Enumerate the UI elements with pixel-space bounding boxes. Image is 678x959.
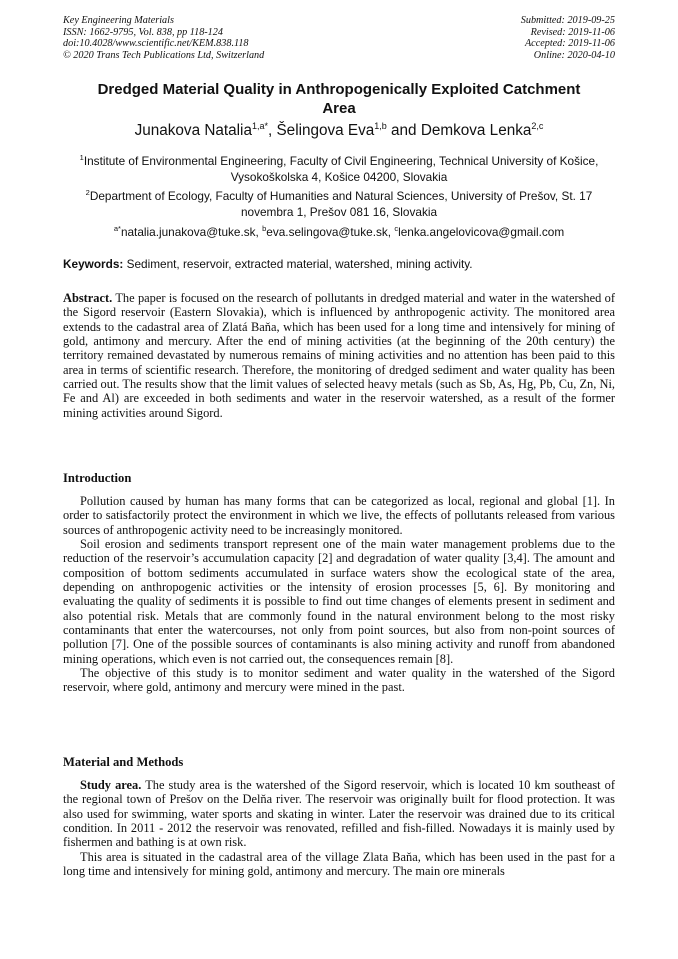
journal-header: [63, 15, 615, 61]
paragraph: Soil erosion and sediments transport represent one of the main water management problems due to the reduction of the reservoir’s accumulation capacity [2] and degradation of water quality [3,4]. The amount and composition of bottom sediments accumulated in surface waters show the ecological state of the area, depending on anthropogenic activities or the intensity of erosion processes [5, 6]. By monitoring and evaluating the quality of sediments it is possible to find out time changes of elements present in sediment and also potential risk. Metals that are commonly found in the natural environment belong to the most risky contaminants that enter the watercourses, not only from point sources, but also from non-point sources of pollution [7]. One of the possible sources of contaminants is also mining activity and runoff from abandoned mining operations, which even is not carried out, the consequences remain [8].: [63, 537, 615, 666]
author-name: Šelingova Eva: [276, 122, 375, 140]
author-name: Demkova Lenka: [420, 122, 532, 140]
affiliation-2: $^2$Department of Ecology, Faculty of Humanities and Natural Sciences, University of Prešov, St. 17 novembra 1, Prešov 081 16, Slovakia: [85, 188, 593, 219]
subsection-label: Study area.: [80, 778, 142, 792]
paper-title: Dredged Material Quality in Anthropogenically Exploited Catchment Area: [97, 81, 581, 117]
methods-body: [63, 778, 615, 878]
section-heading-methods: Material and Methods: [63, 755, 184, 769]
author-emails: $^{a*}$natalia.junakova@tuke.sk, $^b$eva.selingova@tuke.sk, $^c$lenka.angelovicova@gmail.com: [113, 224, 565, 239]
paragraph: The objective of this study is to monitor sediment and water quality in the watershed of the Sigord reservoir, where gold, antimony and mercury were mined in the past.: [63, 666, 615, 695]
author-list: Junakova Natalia$^{1,a*}$, Šelingova Eva$^{1,b}$ and Demkova Lenka$^{2,c}$: [134, 121, 544, 140]
section-heading-introduction: Introduction: [63, 471, 132, 485]
paragraph: Pollution caused by human has many forms that can be categorized as local, regional and global [1]. In order to satisfactorily protect the environment in which we live, the effects of pollutants released from various sources of anthropogenic activity need to be increasingly monitored.: [63, 494, 615, 537]
abstract-label: Abstract.: [63, 291, 113, 305]
paragraph: This area is situated in the cadastral area of the village Zlata Baňa, which has been used in the past for a long time and intensively for mining gold, antimony and mercury. The main ore minerals: [63, 849, 615, 879]
keywords: Keywords: Sediment, reservoir, extracted material, watershed, mining activity.: [63, 257, 473, 271]
introduction-body: [63, 494, 615, 695]
author-name: Junakova Natalia: [134, 122, 252, 140]
journal-info: Key Engineering Materials ISSN: 1662-9795, Vol. 838, pp 118-124 doi:10.4028/www.scientific.net/KEM.838.118 © 2020 Trans Tech Publications Ltd, Switzerland: [63, 15, 265, 61]
abstract: Abstract. The paper is focused on the research of pollutants in dredged material and water in the watershed of the Sigord reservoir (Eastern Slovakia), which is influenced by anthropogenic activity. The monitored area extends to the cadastral area of Zlatá Baňa, which has been used for a long time and intensively for mining of gold, antimony and mercury. After the end of mining activities (at the beginning of the 20th century) the territory remained devastated by numerous remains of mining activities and no attention has been paid to this area in terms of scientific research. Therefore, the monitoring of dredged sediment and water quality has been carried out. The results show that the limit values of selected heavy metals (such as Sb, As, Hg, Pb, Cu, Zn, Ni, Fe and Al) are exceeded in both sediments and water in the reservoir watershed, as a result of the former mining activities around Sigord.: [63, 291, 615, 420]
publication-dates: Submitted: 2019-09-25 Revised: 2019-11-06 Accepted: 2019-11-06 Online: 2020-04-10: [520, 15, 615, 61]
paragraph: Study area. The study area is the watershed of the Sigord reservoir, which is located 10 km southeast of the regional town of Prešov on the Delňa river. The reservoir was originally built for flood protection. It was also used for swimming, water sports and skating in winter. Later the reservoir was drained due to its critical condition. In 2011 - 2012 the reservoir was renovated, refilled and fish-filled. Nowadays it is mainly used by fishermen and bathing is at own risk.: [63, 778, 615, 850]
affiliation-1: $^1$Institute of Environmental Engineering, Faculty of Civil Engineering, Technical University of Košice, Vysokoškolska 4, Košice 04200, Slovakia: [79, 153, 599, 184]
